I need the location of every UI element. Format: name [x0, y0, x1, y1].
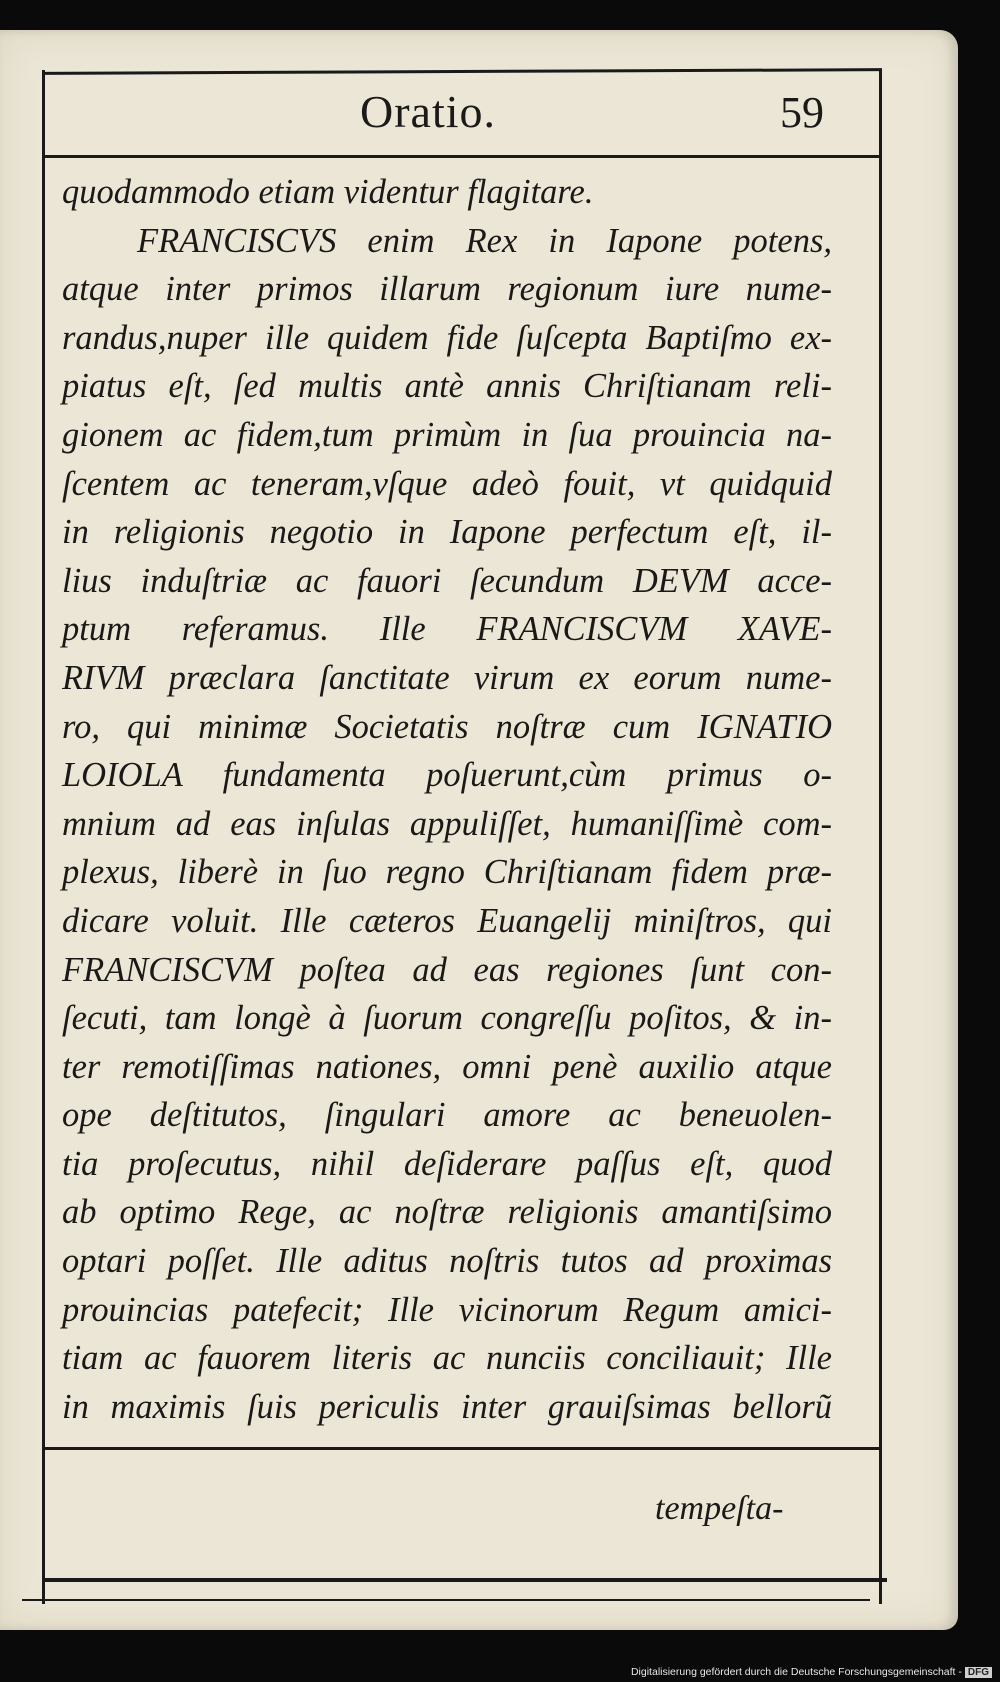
text-line: ſcentem ac teneram,vſque adeò fouit, vt quidquid [62, 464, 832, 503]
text-line: ab optimo Rege, ac noſtræ religionis amantiſsimo [62, 1193, 832, 1232]
text-line: ope deſtitutos, ſingulari amore ac beneuolen- [62, 1096, 832, 1135]
text-line: ſecuti, tam longè à ſuorum congreſſu poſitos, & in- [62, 999, 832, 1038]
text-line: lius induſtriæ ac fauori ſecundum DEVM acce- [62, 561, 832, 600]
page-number: 59 [780, 88, 824, 137]
body-text [62, 168, 832, 1431]
text-line: piatus eſt, ſed multis antè annis Chriſtianam reli- [62, 367, 832, 406]
text-line: ter remotiſſimas nationes, omni penè auxilio atque [62, 1047, 832, 1086]
text-line: quodammodo etiam videntur flagitare. [62, 173, 594, 211]
text-line: LOIOLA fundamenta poſuerunt,cùm primus o- [62, 756, 832, 795]
text-line: plexus, liberè in ſuo regno Chriſtianam fidem præ- [62, 853, 832, 892]
text-line: ro, qui minimæ Societatis noſtræ cum IGNATIO [62, 707, 832, 746]
bottom-rule [42, 1578, 887, 1582]
text-line: RIVM præclara ſanctitate virum ex eorum nume- [62, 658, 832, 697]
text-line: ptum referamus. Ille FRANCISCVM XAVE- [62, 610, 832, 649]
text-line: randus,nuper ille quidem fide ſuſcepta Baptiſmo ex- [62, 318, 832, 357]
text-line: tia proſecutus, nihil deſiderare paſſus eſt, quod [62, 1144, 832, 1183]
text-line: FRANCISCVM poſtea ad eas regiones ſunt con- [62, 950, 832, 989]
text-line: gionem ac fidem,tum primùm in ſua prouincia na- [62, 415, 832, 454]
text-line: dicare voluit. Ille cæteros Euangelij miniſtros, qui [62, 901, 832, 940]
credit-text: Digitalisierung gefördert durch die Deutsche Forschungsgemeinschaft - [630, 1666, 962, 1678]
text-line: mnium ad eas inſulas appuliſſet, humaniſſimè com- [62, 804, 832, 843]
text-line: FRANCISCVS enim Rex in Iapone potens, [137, 221, 832, 260]
catchword: tempeſta- [655, 1490, 784, 1527]
digitization-credit [631, 1666, 992, 1678]
running-head: Oratio. [360, 86, 497, 137]
bottom-rule-thin [22, 1599, 870, 1601]
text-line: prouincias patefecit; Ille vicinorum Regum amici- [62, 1290, 832, 1329]
footer-rule [42, 1447, 882, 1450]
text-line: in maximis ſuis periculis inter grauiſsimas bellorũ [62, 1387, 832, 1426]
text-line: tiam ac fauorem literis ac nunciis conciliauit; Ille [62, 1339, 832, 1378]
text-line: in religionis negotio in Iapone perfectum eſt, il- [62, 513, 832, 552]
book-page [0, 30, 958, 1630]
text-line: optari poſſet. Ille aditus noſtris tutos ad proximas [62, 1242, 832, 1281]
text-line: atque inter primos illarum regionum iure nume- [62, 270, 832, 309]
header-rule [42, 155, 882, 158]
dfg-logo: DFG [965, 1667, 992, 1678]
